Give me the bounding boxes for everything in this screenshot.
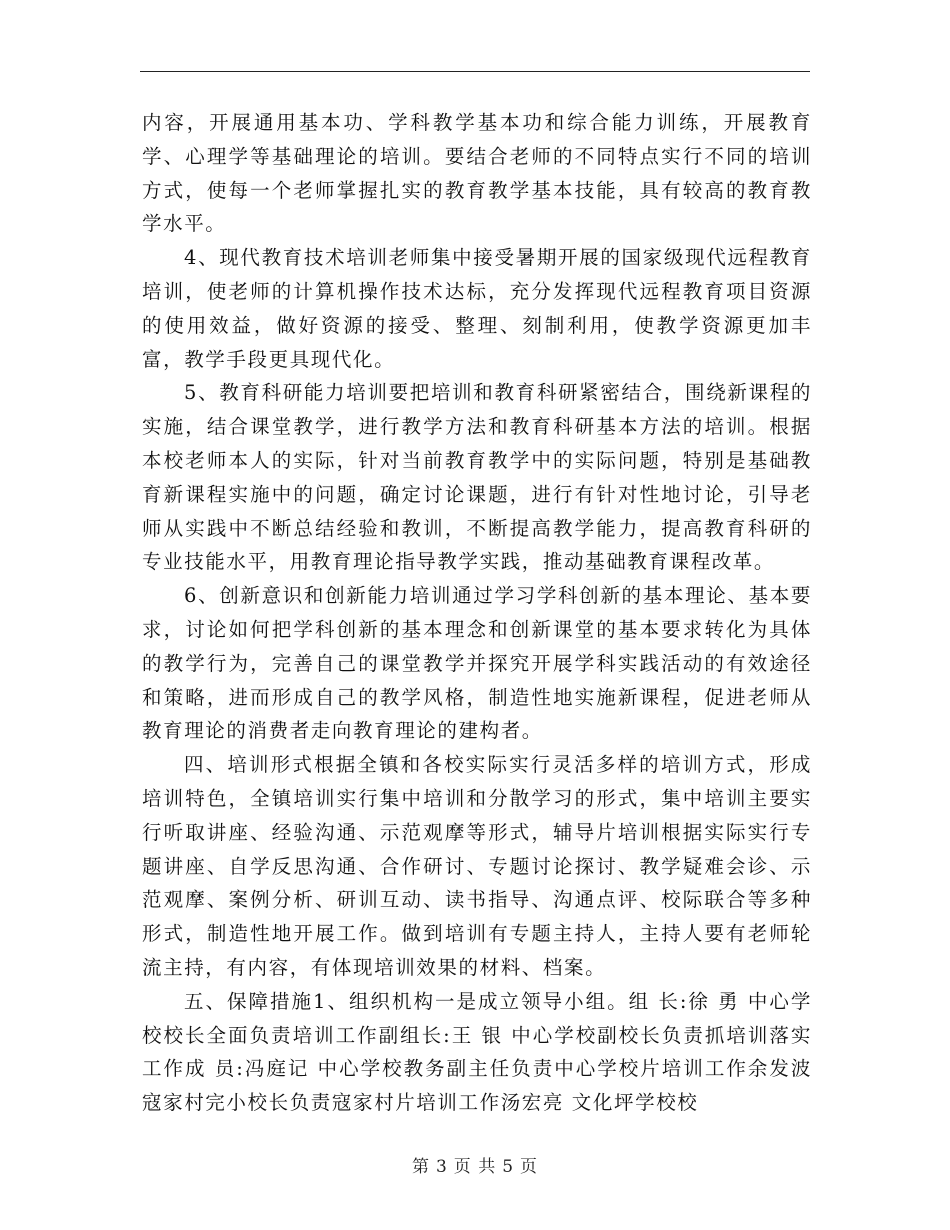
paragraph-research-ability: 5、教育科研能力培训要把培训和教育科研紧密结合，围绕新课程的实施，结合课堂教学，进行教学方法和教育科研基本方法的培训。根据本校老师本人的实际，针对当前教育教学中的实际问题，特别是基础教育新课程实施中的问题，确定讨论课题，进行有针对性地讨论，引导老师从实践中不断总结经验和教训，不断提高教学能力，提高教育科研的专业技能水平，用教育理论指导教学实践，推动基础教育课程改革。 — [142, 381, 812, 574]
paragraph-innovation: 6、创新意识和创新能力培训通过学习学科创新的基本理论、基本要求，讨论如何把学科创新的基本理念和创新课堂的基本要求转化为具体的教学行为，完善自己的课堂教学并探究开展学科实践活动的有效途径和策略，进而形成自己的教学风格，制造性地实施新课程，促进老师从教育理论的消费者走向教育理论的建构者。 — [142, 584, 812, 743]
paragraph-safeguards: 五、保障措施1、组织机构一是成立领导小组。组 长:徐 勇 中心学校校长全面负责培训工作副组长:王 银 中心学校副校长负责抓培训落实工作成 员:冯庭记 中心学校教务副主任负责中心学校片培训工作余发波 寇家村完小校长负责寇家村片培训工作汤宏亮 文化坪学校校 — [142, 989, 812, 1115]
document-body — [142, 106, 812, 1120]
total-page-count: 5 — [502, 1157, 515, 1177]
footer-middle: 页 共 — [453, 1157, 497, 1177]
header-rule — [140, 71, 810, 72]
page-footer — [0, 1152, 950, 1177]
paragraph-training-format: 四、培训形式根据全镇和各校实际实行灵活多样的培训方式，形成培训特色，全镇培训实行集中培训和分散学习的形式，集中培训主要实行听取讲座、经验沟通、示范观摩等形式，辅导片培训根据实际实行专题讲座、自学反思沟通、合作研讨、专题讨论探讨、教学疑难会诊、示范观摩、案例分析、研训互动、读书指导、沟通点评、校际联合等多种形式，制造性地开展工作。做到培训有专题主持人，主持人要有老师轮流主持，有内容，有体现培训效果的材料、档案。 — [142, 753, 812, 979]
footer-suffix: 页 — [520, 1157, 539, 1177]
current-page-number: 3 — [435, 1157, 448, 1177]
footer-prefix: 第 — [411, 1157, 430, 1177]
paragraph-training-content: 内容，开展通用基本功、学科教学基本功和综合能力训练，开展教育学、心理学等基础理论的培训。要结合老师的不同特点实行不同的培训方式，使每一个老师掌握扎实的教育教学基本技能，具有较高的教育教学水平。 — [142, 111, 812, 236]
paragraph-education-technology: 4、现代教育技术培训老师集中接受暑期开展的国家级现代远程教育培训，使老师的计算机操作技术达标，充分发挥现代远程教育项目资源的使用效益，做好资源的接受、整理、刻制利用，使教学资源更加丰富，教学手段更具现代化。 — [142, 246, 812, 371]
